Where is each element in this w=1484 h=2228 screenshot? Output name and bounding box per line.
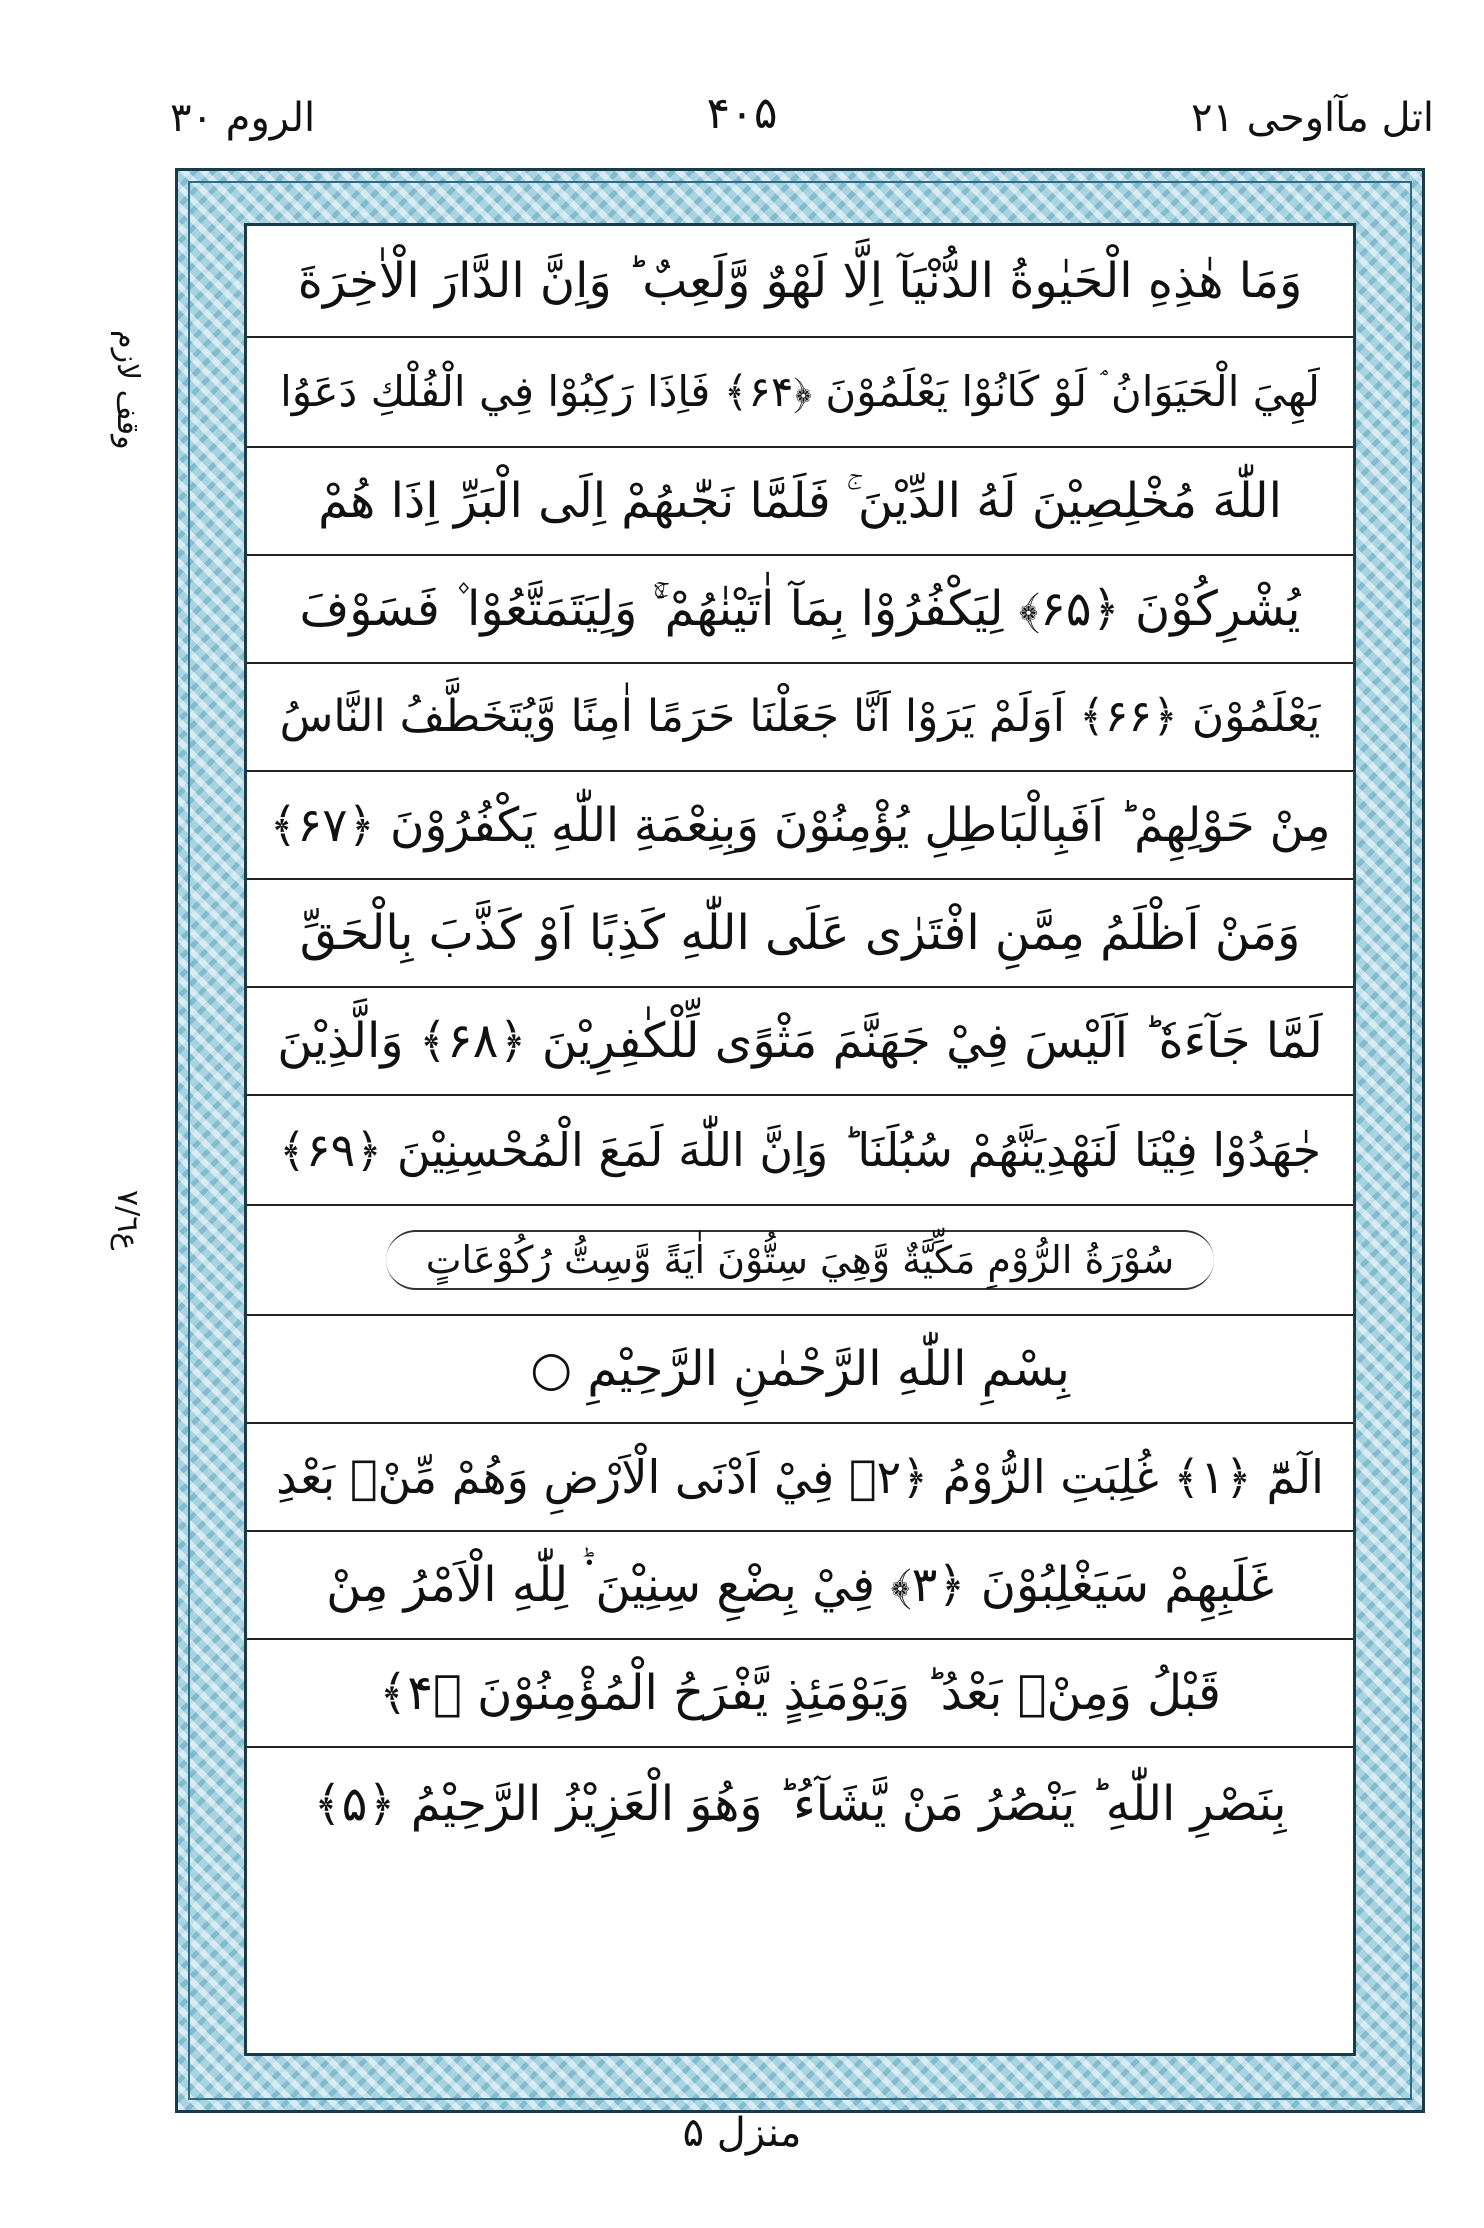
verse-text: جٰهَدُوْا فِيْنَا لَنَهْدِيَنَّهُمْ سُبُلَنَا ؕ وَاِنَّ اللّٰهَ لَمَعَ الْمُحْسِنِيْنَ ﴿۶۹﴾ (278, 1123, 1322, 1177)
surah-header-text: سُوْرَةُ الرُّوْمِ مَكِّيَّةٌ وَّهِيَ سِتُّوْنَ اٰيَةً وَّسِتُّ رُكُوْعَاتٍ (386, 1230, 1214, 1290)
verse-text: اللّٰهَ مُخْلِصِيْنَ لَهُ الدِّيْنَ ۚ فَلَمَّا نَجّٰىهُمْ اِلَى الْبَرِّ اِذَا هُمْ (318, 473, 1282, 529)
bismillah-text: بِسْمِ اللّٰهِ الرَّحْمٰنِ الرَّحِيْمِ ○ (530, 1341, 1070, 1397)
verse-text: الٓمّٓ ﴿۱﴾ غُلِبَتِ الرُّوْمُ ﴿۲﴾ فِيْ اَدْنَى الْاَرْضِ وَهُمْ مِّنْۢ بَعْدِ (276, 1450, 1324, 1504)
verse-line (247, 448, 1353, 556)
verse-line (247, 1532, 1353, 1640)
surah-header (247, 1206, 1353, 1316)
surah-reference: الروم ۳۰ (170, 95, 316, 141)
verse-text: يُشْرِكُوْنَ ﴿۶۵﴾ لِيَكْفُرُوْا بِمَآ اٰتَيْنٰهُمْ ۚۙ وَلِيَتَمَتَّعُوْا ۫ فَسَوْفَ (299, 581, 1301, 637)
verse-text: غَلَبِهِمْ سَيَغْلِبُوْنَ ﴿۳﴾ فِيْ بِضْعِ سِنِيْنَ ۬ؕ لِلّٰهِ الْاَمْرُ مِنْ (326, 1557, 1274, 1613)
verse-line (247, 1748, 1353, 1860)
manzil-footer: منزل ۵ (682, 2110, 802, 2156)
verse-line (247, 1424, 1353, 1532)
verse-line (247, 880, 1353, 988)
verse-text: يَعْلَمُوْنَ ﴿۶۶﴾ اَوَلَمْ يَرَوْا اَنَّا جَعَلْنَا حَرَمًا اٰمِنًا وَّيُتَخَطَّفُ النَّاسُ (279, 691, 1321, 742)
verse-line (247, 338, 1353, 448)
ruku-margin-note: ع٧/٦ (110, 1190, 145, 1251)
verse-line (247, 664, 1353, 772)
page-header (0, 0, 1484, 175)
verse-text: مِنْ حَوْلِهِمْ ؕ اَفَبِالْبَاطِلِ يُؤْمِنُوْنَ وَبِنِعْمَةِ اللّٰهِ يَكْفُرُوْنَ ﴿۶۷﴾ (269, 797, 1331, 853)
verse-text: وَمَا هٰذِهِ الْحَيٰوةُ الدُّنْيَآ اِلَّا لَهْوٌ وَّلَعِبٌ ؕ وَاِنَّ الدَّارَ الْاٰخِرَةَ (297, 253, 1303, 309)
verse-text: قَبْلُ وَمِنْۢ بَعْدُ ؕ وَيَوْمَئِذٍ يَّفْرَحُ الْمُؤْمِنُوْنَ ﴿۴﴾ (379, 1665, 1221, 1721)
text-panel (244, 223, 1356, 2056)
verse-text: وَمَنْ اَظْلَمُ مِمَّنِ افْتَرٰى عَلَى اللّٰهِ كَذِبًا اَوْ كَذَّبَ بِالْحَقِّ (299, 905, 1301, 961)
bismillah-line (247, 1316, 1353, 1424)
page-number: ۴۰۵ (706, 88, 778, 139)
verse-text: لَمَّا جَآءَهٗ ؕ اَلَيْسَ فِيْ جَهَنَّمَ مَثْوًى لِّلْكٰفِرِيْنَ ﴿۶۸﴾ وَالَّذِيْنَ (277, 1013, 1323, 1069)
verse-line (247, 988, 1353, 1096)
waqf-margin-note: وقف لازم (110, 330, 145, 450)
verse-text: بِنَصْرِ اللّٰهِ ؕ يَنْصُرُ مَنْ يَّشَآءُ ؕ وَهُوَ الْعَزِيْزُ الرَّحِيْمُ ﴿۵﴾ (313, 1776, 1287, 1832)
para-name: اتل مآاوحی ۲۱ (1190, 95, 1434, 141)
verse-text: لَهِيَ الْحَيَوَانُ ۘ لَوْ كَانُوْا يَعْلَمُوْنَ ﴿۶۴﴾ فَاِذَا رَكِبُوْا فِي الْفُلْكِ دَعَوُا (280, 367, 1320, 416)
decorative-border-frame (175, 168, 1425, 2113)
verse-line (247, 1096, 1353, 1206)
verse-line (247, 556, 1353, 664)
verse-line (247, 226, 1353, 338)
verse-line (247, 772, 1353, 880)
verse-line (247, 1640, 1353, 1748)
